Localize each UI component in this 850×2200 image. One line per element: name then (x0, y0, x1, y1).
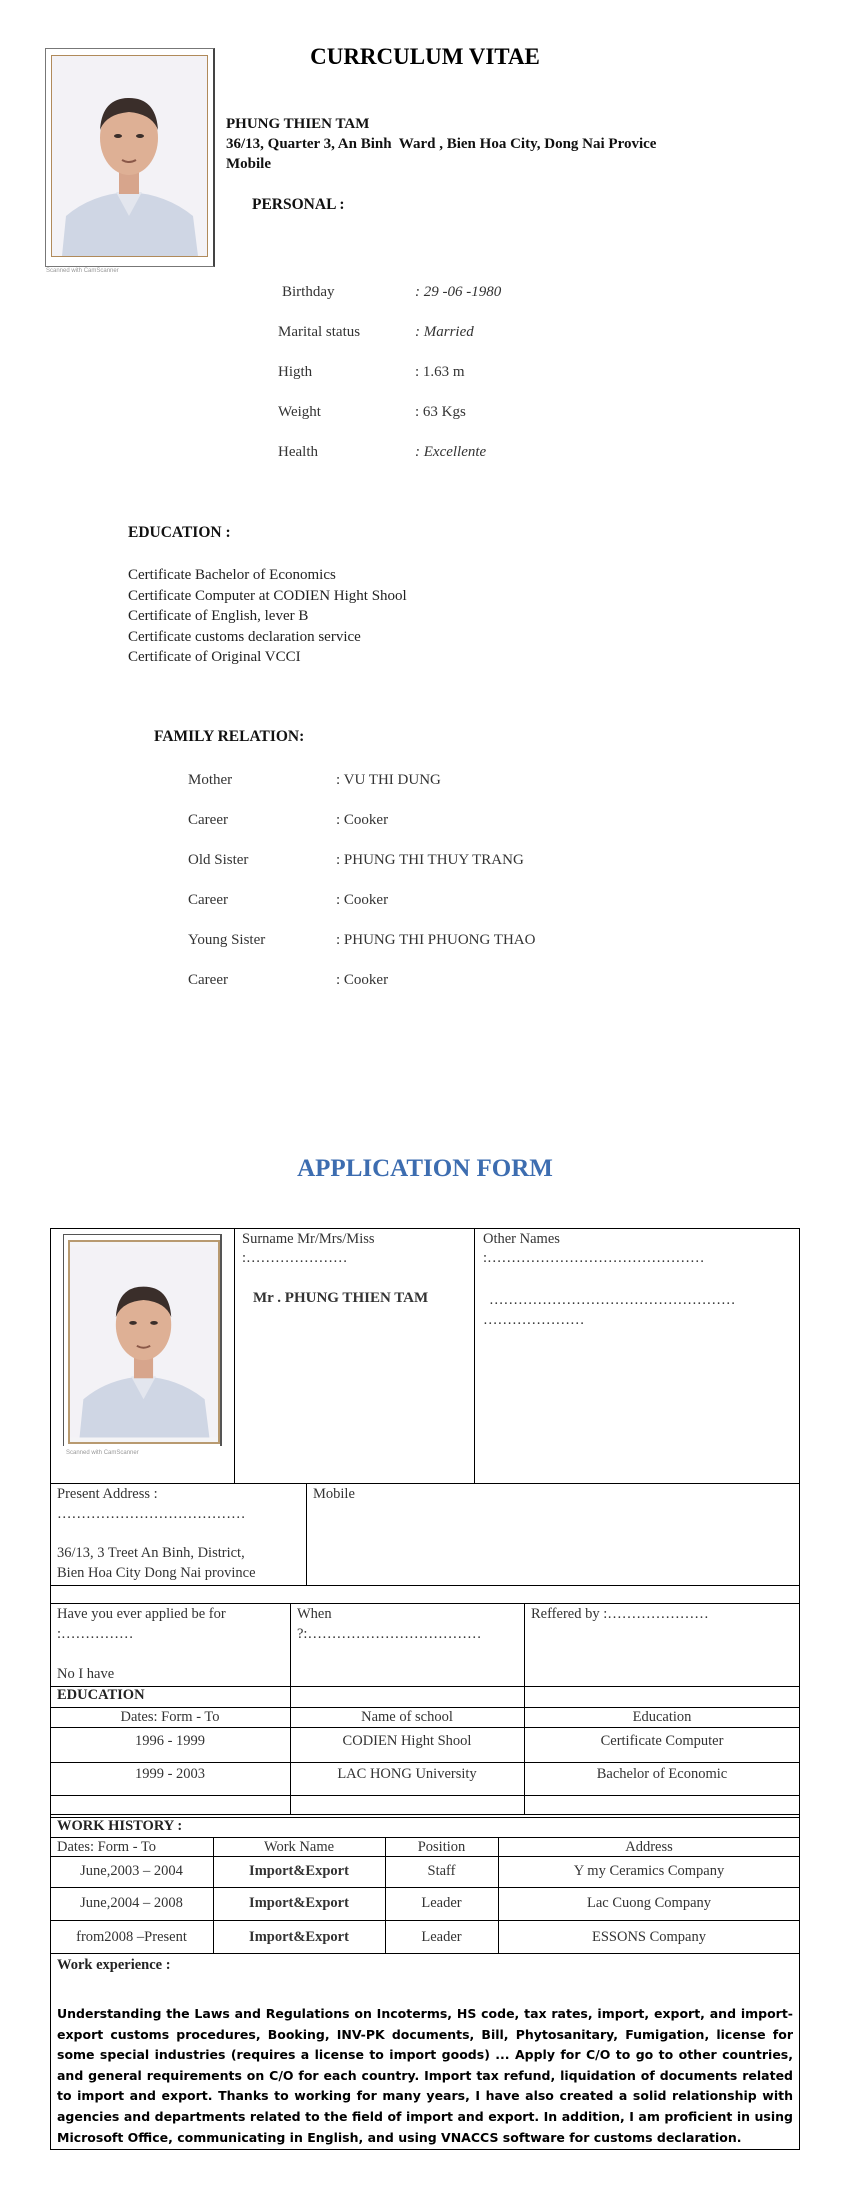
other-names-dots2: …………………………………………… (489, 1292, 736, 1308)
work-dates: June,2004 – 2008 (80, 1895, 183, 1911)
family-value: : Cooker (336, 972, 389, 988)
work-address: Y my Ceramics Company (573, 1863, 725, 1879)
work-experience-heading: Work experience : (57, 1957, 171, 1973)
work-address: ESSONS Company (591, 1929, 706, 1945)
present-address-dots: ………………………………… (57, 1506, 246, 1522)
family-label: Career (188, 892, 228, 908)
mobile-label: Mobile (313, 1486, 355, 1502)
cv-name: PHUNG THIEN TAM (226, 116, 370, 132)
work-dates: June,2003 – 2004 (80, 1863, 183, 1879)
edu-education: Certificate Computer (600, 1733, 724, 1749)
edu-header: Name of school (361, 1709, 453, 1725)
surname-value: Mr . PHUNG THIEN TAM (253, 1290, 429, 1306)
cv-photo (45, 48, 215, 267)
education-item: Certificate of Original VCCI (128, 649, 301, 665)
edu-header: Dates: Form - To (120, 1709, 220, 1725)
present-address-line1: 36/13, 3 Treet An Binh, District, (57, 1545, 245, 1561)
work-header: Work Name (263, 1839, 335, 1855)
family-label: Old Sister (188, 852, 249, 868)
personal-label: Health (278, 444, 318, 460)
family-label: Career (188, 812, 228, 828)
work-position: Leader (421, 1929, 462, 1945)
work-header: Position (417, 1839, 466, 1855)
personal-label: Weight (278, 404, 321, 420)
family-label: Mother (188, 772, 233, 788)
portrait-image (52, 56, 207, 256)
edu-school: CODIEN Hight Shool (342, 1733, 472, 1749)
reffered-label: Reffered by :………………… (531, 1606, 709, 1622)
personal-value: : 63 Kgs (415, 404, 466, 420)
edu-dates: 1996 - 1999 (134, 1733, 206, 1749)
education-list (128, 565, 407, 668)
education-item: Certificate customs declaration service (128, 628, 361, 645)
form-photo (60, 1232, 228, 1447)
family-value: : Cooker (336, 812, 389, 828)
applied-dots: :…………… (57, 1626, 134, 1642)
other-names-dots3: ………………… (483, 1312, 585, 1328)
family-value: : PHUNG THI THUY TRANG (336, 852, 524, 868)
personal-value: : 29 -06 -1980 (415, 284, 502, 300)
work-dates: from2008 –Present (76, 1929, 187, 1945)
surname-label: Surname Mr/Mrs/Miss (242, 1231, 375, 1247)
family-label: Young Sister (188, 932, 266, 948)
when-dots: ?:……………………………… (297, 1626, 482, 1642)
education-item: Certificate of English, lever B (128, 608, 309, 624)
applied-label: Have you ever applied be for (57, 1606, 226, 1622)
edu-header: Education (632, 1709, 692, 1725)
cv-photo-caption: Scanned with CamScanner (46, 268, 119, 274)
work-experience-text: Understanding the Laws and Regulations on Incoterms, HS code, tax rates, import, export, and import-export customs procedures, Booking, INV-PK documents, Bill, Phytosanitary, Fumigation, license for some special industries (requires a license to import goods) ... Apply for C/O to go to other countries, and general requirements on C/O for each country. Import tax refund, liquidation of documents related to import and export. Thanks to working for many years, I have also created a solid relationship with agencies and departments related to the field of import and export. In addition, I am proficient in using Microsoft Office, communicating in English, and using VNACCS software for customs declaration. (57, 2006, 793, 2145)
family-value: : VU THI DUNG (336, 772, 441, 788)
cv-address: 36/13, Quarter 3, An Binh Ward , Bien Hoa City, Dong Nai Provice (226, 136, 657, 152)
family-value: : PHUNG THI PHUONG THAO (336, 932, 536, 948)
work-history-heading: WORK HISTORY : (57, 1818, 183, 1834)
edu-education: Bachelor of Economic (596, 1766, 728, 1782)
work-name: Import&Export (249, 1895, 349, 1911)
portrait-image (70, 1242, 218, 1442)
present-address-line2: Bien Hoa City Dong Nai province (57, 1565, 256, 1581)
education-item: Certificate Bachelor of Economics (128, 567, 336, 583)
personal-label: Higth (278, 364, 313, 380)
work-name: Import&Export (249, 1929, 349, 1945)
family-heading: FAMILY RELATION: (154, 728, 305, 745)
work-position: Staff (427, 1863, 456, 1879)
form-title: APPLICATION FORM (297, 1155, 553, 1182)
personal-label: Marital status (278, 324, 361, 340)
work-position: Leader (421, 1895, 462, 1911)
education-heading: EDUCATION : (128, 524, 231, 541)
cv-title: CURRCULUM VITAE (310, 44, 540, 69)
personal-heading: PERSONAL : (252, 196, 345, 213)
work-header: Address (625, 1839, 673, 1855)
personal-value: : Married (415, 324, 474, 340)
family-label: Career (188, 972, 228, 988)
present-address-label: Present Address : (57, 1486, 158, 1502)
work-name: Import&Export (249, 1863, 349, 1879)
work-address: Lac Cuong Company (586, 1895, 712, 1911)
education-item: Certificate Computer at CODIEN Hight Shool (128, 587, 407, 604)
work-header: Dates: Form - To (57, 1839, 157, 1855)
edu-dates: 1999 - 2003 (134, 1766, 206, 1782)
edu-school: LAC HONG University (337, 1766, 477, 1782)
form-photo-caption: Scanned with CamScanner (66, 1450, 139, 1456)
other-names-label: Other Names (483, 1231, 560, 1247)
when-label: When (297, 1606, 332, 1622)
other-names-dots: :……………………………………… (483, 1250, 705, 1266)
cv-mobile-label: Mobile (226, 156, 271, 172)
personal-label: Birthday (282, 284, 335, 300)
applied-value: No I have (57, 1666, 115, 1682)
form-education-heading: EDUCATION (57, 1687, 145, 1703)
personal-value: : 1.63 m (415, 364, 465, 380)
personal-value: : Excellente (415, 444, 487, 460)
surname-dots: :………………… (242, 1250, 348, 1266)
family-value: : Cooker (336, 892, 389, 908)
